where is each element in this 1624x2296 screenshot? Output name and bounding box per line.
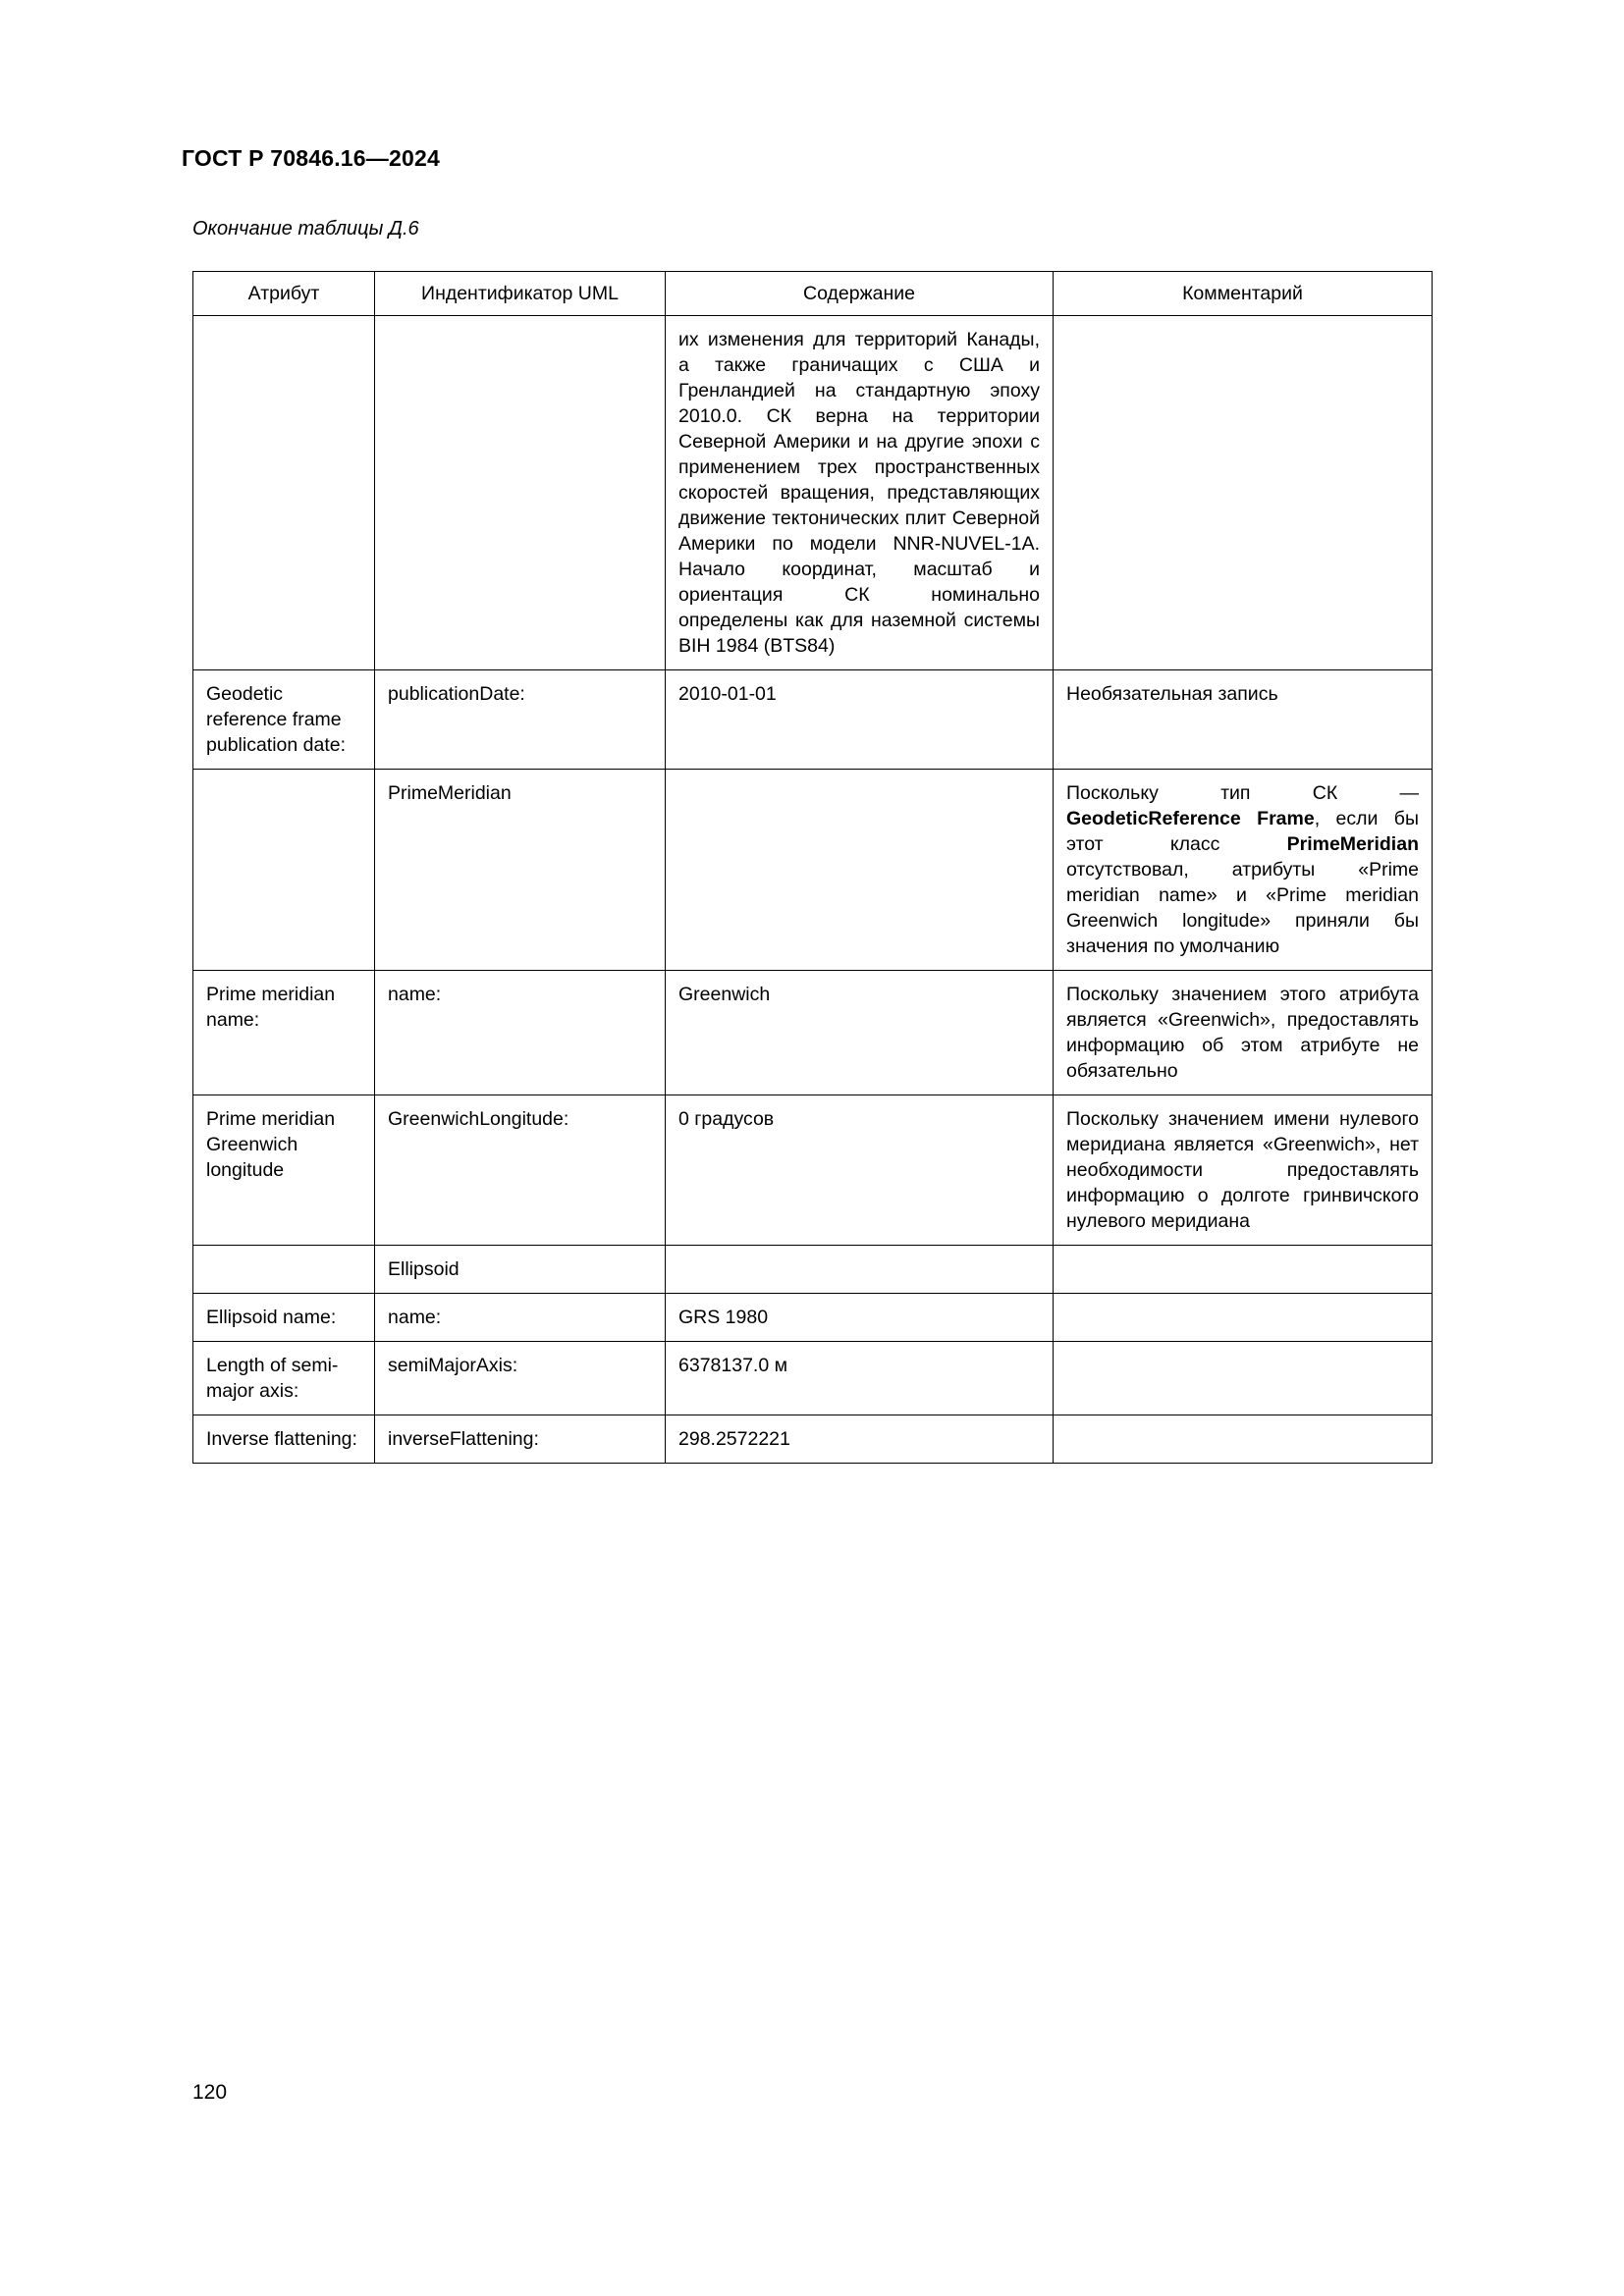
table-header-row bbox=[193, 272, 1433, 316]
table-row bbox=[193, 316, 1433, 670]
cell-content: 0 градусов bbox=[666, 1095, 1054, 1246]
cell-comment bbox=[1054, 1415, 1433, 1464]
table-row bbox=[193, 1294, 1433, 1342]
cell-comment bbox=[1054, 1294, 1433, 1342]
column-header-uml: Индентификатор UML bbox=[375, 272, 666, 316]
cell-comment: Необязательная запись bbox=[1054, 670, 1433, 770]
cell-content: 2010-01-01 bbox=[666, 670, 1054, 770]
cell-comment bbox=[1054, 770, 1433, 971]
table-row bbox=[193, 1342, 1433, 1415]
comment-bold-part: PrimeMeridian bbox=[1286, 833, 1419, 855]
cell-attribute bbox=[193, 1246, 375, 1294]
cell-uml: semiMajorAxis: bbox=[375, 1342, 666, 1415]
attributes-table bbox=[192, 271, 1433, 1464]
cell-content: 6378137.0 м bbox=[666, 1342, 1054, 1415]
cell-comment bbox=[1054, 316, 1433, 670]
table-row bbox=[193, 971, 1433, 1095]
cell-content: Greenwich bbox=[666, 971, 1054, 1095]
page-header: ГОСТ Р 70846.16—2024 bbox=[182, 145, 440, 171]
table-row bbox=[193, 1415, 1433, 1464]
cell-attribute: Prime meridian Greenwich longitude bbox=[193, 1095, 375, 1246]
cell-comment bbox=[1054, 1246, 1433, 1294]
cell-uml: GreenwichLongitude: bbox=[375, 1095, 666, 1246]
cell-uml: name: bbox=[375, 971, 666, 1095]
column-header-attribute: Атрибут bbox=[193, 272, 375, 316]
comment-text-part: отсутствовал, атрибуты «Prime meridian name» и «Prime meridian Greenwich longitude» приняли бы значения по умолчанию bbox=[1066, 859, 1419, 957]
table-row bbox=[193, 1246, 1433, 1294]
cell-uml: Ellipsoid bbox=[375, 1246, 666, 1294]
cell-comment: Поскольку значением имени нулевого меридиана является «Greenwich», нет необходимости предоставлять информацию о долготе гринвичского нулевого меридиана bbox=[1054, 1095, 1433, 1246]
comment-text-part: , если бы этот класс bbox=[1066, 808, 1419, 855]
column-header-comment: Комментарий bbox=[1054, 272, 1433, 316]
cell-uml: publicationDate: bbox=[375, 670, 666, 770]
table-caption: Окончание таблицы Д.6 bbox=[192, 218, 419, 240]
cell-content bbox=[666, 770, 1054, 971]
cell-attribute bbox=[193, 770, 375, 971]
cell-content: GRS 1980 bbox=[666, 1294, 1054, 1342]
table-row bbox=[193, 670, 1433, 770]
cell-attribute: Prime meridian name: bbox=[193, 971, 375, 1095]
cell-uml: inverseFlattening: bbox=[375, 1415, 666, 1464]
cell-attribute bbox=[193, 316, 375, 670]
cell-comment: Поскольку значением этого атрибута является «Greenwich», предоставлять информацию об этом атрибуте не обязательно bbox=[1054, 971, 1433, 1095]
column-header-content: Содержание bbox=[666, 272, 1054, 316]
cell-uml: name: bbox=[375, 1294, 666, 1342]
cell-attribute: Ellipsoid name: bbox=[193, 1294, 375, 1342]
table-row bbox=[193, 770, 1433, 971]
cell-content: их изменения для территорий Канады, а также граничащих с США и Гренландией на стандартную эпоху 2010.0. СК верна на территории Северной Америки и на другие эпохи с применением трех пространственных скоростей вращения, представляющих движение тектонических плит Северной Америки по модели NNR-NUVEL-1A. Начало координат, масштаб и ориентация СК номинально определены как для наземной системы BIH 1984 (BTS84) bbox=[666, 316, 1054, 670]
cell-attribute: Length of semi-major axis: bbox=[193, 1342, 375, 1415]
cell-comment bbox=[1054, 1342, 1433, 1415]
cell-attribute: Geodetic reference frame publication date: bbox=[193, 670, 375, 770]
comment-text-part: Поскольку тип СК — bbox=[1066, 782, 1419, 804]
table-row bbox=[193, 1095, 1433, 1246]
page-number: 120 bbox=[192, 2081, 228, 2104]
cell-attribute: Inverse flattening: bbox=[193, 1415, 375, 1464]
cell-uml: PrimeMeridian bbox=[375, 770, 666, 971]
cell-uml bbox=[375, 316, 666, 670]
cell-content: 298.2572221 bbox=[666, 1415, 1054, 1464]
comment-bold-part: GeodeticReference Frame bbox=[1066, 808, 1315, 829]
cell-content bbox=[666, 1246, 1054, 1294]
